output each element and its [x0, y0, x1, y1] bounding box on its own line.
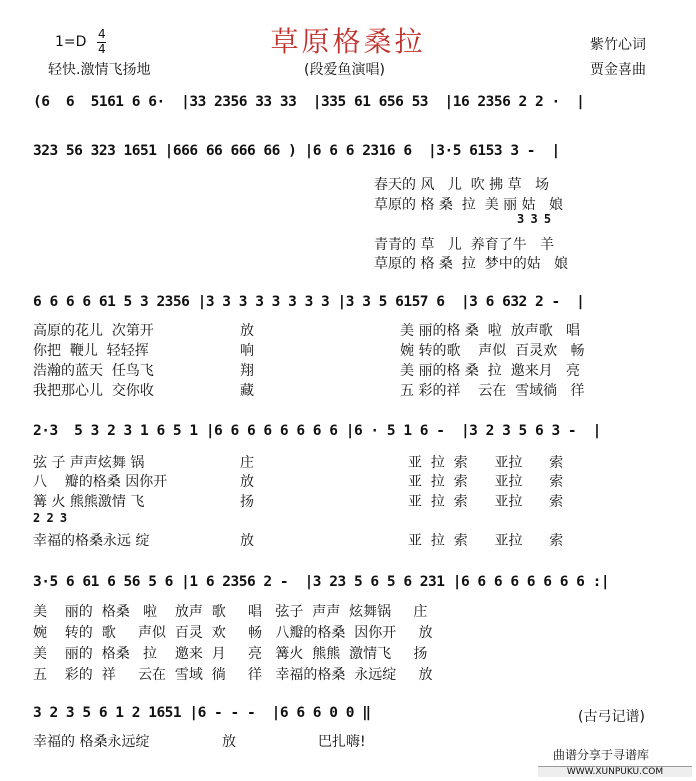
lyric-b-2b: 响	[240, 343, 254, 359]
lyric-b-3b: 翔	[240, 363, 254, 379]
time-signature-bottom: 4	[98, 42, 106, 56]
lyric-c-3a: 篝 火 熊熊激情 飞	[33, 494, 145, 510]
lyric-c-3c: 亚 拉 索 亚拉 索	[408, 494, 564, 510]
lyric-e-3: 巴扎嗨!	[318, 734, 366, 750]
lyric-a-3: 青青的 草 儿 养育了牛 羊	[374, 237, 555, 253]
score-row-6: 3 2 3 5 6 1 2 1651 |6 - - - |6 6 6 0 0 ‖	[33, 705, 371, 721]
lyric-b-2c: 婉 转的歌 声似 百灵欢 畅	[400, 343, 585, 359]
lyric-c-3b: 扬	[240, 494, 254, 510]
lyric-a-1: 春天的 风 儿 吹 拂 草 场	[374, 177, 549, 193]
lyric-c-1c: 亚 拉 索 亚拉 索	[408, 455, 564, 471]
lyric-c-4a: 幸福的格桑永远 绽	[33, 533, 150, 549]
site-url[interactable]: WWW.XUNPUKU.COM	[538, 766, 692, 777]
singer-credit: (段爱鱼演唱)	[304, 62, 385, 78]
tempo-marking: 轻快.激情飞扬地	[48, 62, 151, 78]
composer-credit: 贾金喜曲	[590, 62, 646, 78]
lyric-d-4: 五 彩的 祥 云在 雪域 徜 徉 幸福的格桑 永远绽 放	[33, 667, 433, 683]
key-signature: 1=D	[55, 34, 87, 50]
transcriber-note: (古弓记谱)	[578, 709, 645, 725]
time-signature-top: 4	[98, 27, 106, 41]
lyric-c-2a: 八 瓣的格桑 因你开	[33, 474, 168, 490]
score-row-3: 6 6 6 6 61 5 3 2356 |3 3 3 3 3 3 3 3 |3 3 5 6157 6 |3 6 632 2 - |	[33, 294, 585, 310]
lyric-e-1: 幸福的 格桑永远绽	[33, 734, 150, 750]
lyric-d-1: 美 丽的 格桑 啦 放声 歌 唱 弦子 声声 炫舞锅 庄	[33, 604, 428, 620]
score-row-4: 2·3 5 3 2 3 1 6 5 1 |6 6 6 6 6 6 6 6 |6 · 5 1 6 - |3 2 3 5 6 3 - |	[33, 423, 601, 439]
lyric-b-1c: 美 丽的格 桑 啦 放声歌 唱	[400, 323, 581, 339]
score-row-1: (6 6 5161 6 6· |33 2356 33 33 |335 61 656 53 |16 2356 2 2 · |	[33, 94, 585, 110]
lyric-d-2: 婉 转的 歌 声似 百灵 欢 畅 八瓣的格桑 因你开 放	[33, 625, 433, 641]
lyric-c-4c: 亚 拉 索 亚拉 索	[408, 533, 564, 549]
lyric-b-1b: 放	[240, 323, 254, 339]
lyric-a-2: 草原的 格 桑 拉 美 丽 姑 娘	[374, 197, 563, 213]
lyricist-credit: 紫竹心词	[590, 37, 646, 53]
song-title: 草原格桑拉	[270, 25, 426, 58]
lyric-c-2c: 亚 拉 索 亚拉 索	[408, 474, 564, 490]
lyric-b-1a: 高原的花儿 次第开	[33, 323, 154, 339]
lyric-c-4b: 放	[240, 533, 254, 549]
site-credit: 曲谱分享于寻谱库	[553, 748, 650, 762]
lyric-b-3c: 美 丽的格 桑 拉 邀来月 亮	[400, 363, 581, 379]
lyric-d-3: 美 丽的 格桑 拉 邀来 月 亮 篝火 熊熊 激情飞 扬	[33, 646, 428, 662]
lyric-b-3a: 浩瀚的蓝天 任鸟飞	[33, 363, 154, 379]
lyric-b-4b: 藏	[240, 383, 254, 399]
alt-notes-verse-c: 2 2 3	[33, 511, 67, 525]
lyric-c-1a: 弦 子 声声炫舞 锅	[33, 455, 145, 471]
lyric-e-2: 放	[222, 734, 236, 750]
score-row-2: 323 56 323 1651 |666 66 666 66 ) |6 6 6 2316 6 |3·5 6153 3 - |	[33, 143, 560, 159]
lyric-c-2b: 放	[240, 474, 254, 490]
alt-notes-verse-a: 3 3 5	[517, 212, 551, 226]
lyric-b-4c: 五 彩的祥 云在 雪域徜 徉	[400, 383, 585, 399]
score-row-5: 3·5 6 61 6 56 5 6 |1 6 2356 2 - |3 23 5 6 5 6 231 |6 6 6 6 6 6 6 6 :|	[33, 574, 610, 590]
lyric-a-4: 草原的 格 桑 拉 梦中的姑 娘	[374, 256, 569, 272]
lyric-b-2a: 你把 鞭儿 轻轻挥	[33, 343, 149, 359]
lyric-c-1b: 庄	[240, 455, 254, 471]
lyric-b-4a: 我把那心儿 交你收	[33, 383, 154, 399]
